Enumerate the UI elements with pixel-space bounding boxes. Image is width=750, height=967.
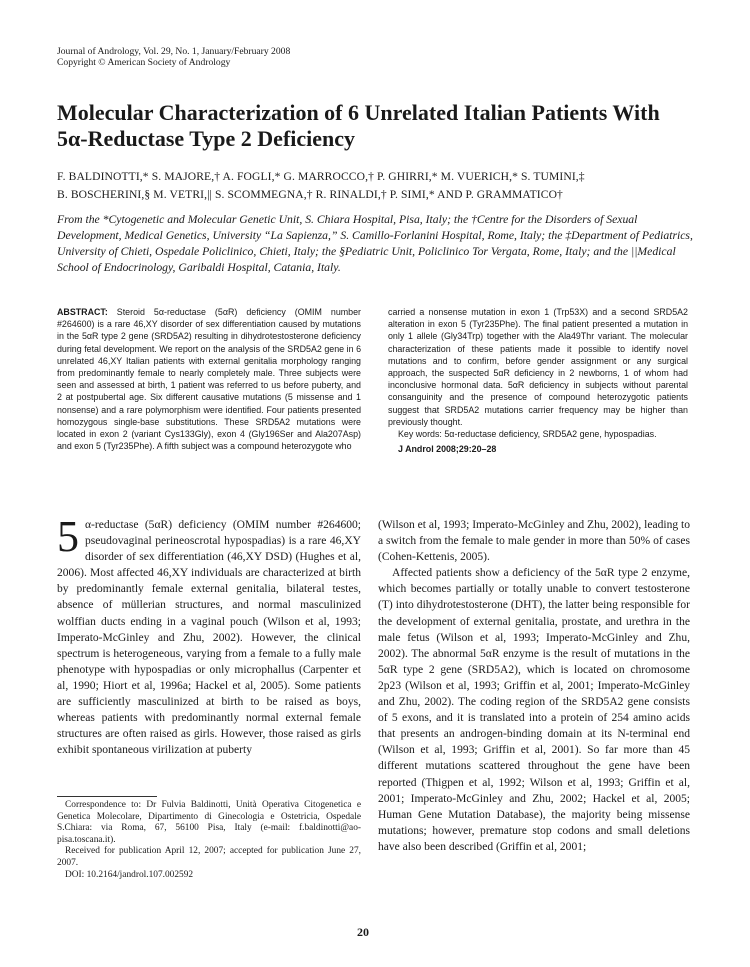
journal-citation: J Androl 2008;29:20–28 [398, 444, 497, 455]
drop-cap: 5 [57, 512, 79, 561]
correspondence-note: Correspondence to: Dr Fulvia Baldinotti, Unità Operativa Citogenetica e Genetica Molecolare, Dipartimento di Ginecologia e Ostetricia, Ospedale S.Chiara: via Roma, 67, 56100 Pisa, Italy (e-mail: f.baldinotti@ao-pisa.toscana.it). [57, 800, 361, 845]
abstract-left-column [57, 306, 361, 452]
doi-note: DOI: 10.2164/jandrol.107.002592 [65, 869, 194, 880]
keywords [388, 428, 688, 440]
abstract-text-left: Steroid 5α-reductase (5αR) deficiency (OMIM number #264600) is a rare 46,XY disorder of sex differentiation caused by mutations in the 5αR type 2 gene (SRD5A2) resulting in dihydrotestosterone deficiency during fetal development. We report on the analysis of the SRD5A2 gene in 6 unrelated 46,XY Italian patients with external genitalia morphology ranging from predominantly female to nearly completely male. Three subjects were seen and assessed at birth, 1 patient was referred to us before puberty, and 2 at postpubertal age. Six different causative mutations (5 missense and 1 nonsense) and a rare polymorphism were identified. Four patients presented homozygous single-base substitutions. These SRD5A2 mutations were located in exon 2 (variant Cys133Gly), exon 4 (Gly196Ser and Ala207Asp) and exon 5 (Tyr235Phe). A fifth subject was a compound heterozygote who [57, 307, 361, 452]
keywords-text: 5α-reductase deficiency, SRD5A2 gene, hypospadias. [444, 429, 657, 440]
body-paragraph-continued: (Wilson et al, 1993; Imperato-McGinley and Zhu, 2002), leading to a switch from the female to male gender in more than 50% of cases (Cohen-Kettenis, 2005). [378, 519, 690, 564]
received-note: Received for publication April 12, 2007; accepted for publication June 27, 2007. [57, 846, 361, 868]
affiliations: From the *Cytogenetic and Molecular Genetic Unit, S. Chiara Hospital, Pisa, Italy; the †Centre for the Disorders of Sexual Development, Medical Genetics, University “La Sapienza,” S. Camillo-Forlanini Hospital, Rome, Italy; the ‡Department of Pediatrics, University of Chieti, Ospedale Policlinico, Chieti, Italy; the §Pediatric Unit, Policlinico Tor Vergata, Rome, Italy; and the ||Medical School of Endocrinology, Garibaldi Hospital, Catania, Italy. [57, 213, 693, 274]
copyright-line: Copyright © American Society of Andrology [57, 57, 231, 68]
abstract-right-column [388, 306, 688, 455]
body-right-column [378, 517, 690, 855]
body-paragraph-2: Affected patients show a deficiency of the 5αR type 2 enzyme, which becomes partially or totally unable to convert testosterone (T) into dihydrotestosterone (DHT), the latter being responsible for the development of external genitalia, prostate, and urethra in the male fetus (Wilson et al, 1993; Imperato-McGinley and Zhu, 2002). The abnormal 5αR enzyme is the result of mutations in the 5αR type 2 gene (SRD5A2), which is located on chromosome 2p23 (Wilson et al, 1993; Griffin et al, 2001; Imperato-McGinley and Zhu, 2002). The coding region of the SRD5A2 gene consists of 5 exons, and it is translated into a protein of 254 amino acids that presents an androgen-binding domain at its N-terminal end (Wilson et al, 1993; Griffin et al, 2001). So far more than 45 different mutations scattered throughout the gene have been reported (Thigpen et al, 1992; Wilson et al, 1993; Griffin et al, 2001; Imperato-McGinley and Zhu, 2002; Hackel et al, 2005; Human Gene Mutation Database), the majority being missense mutations; however, premature stop codons and small deletions have also been described (Griffin et al, 2001; [378, 567, 690, 853]
article-title [57, 100, 707, 152]
footnote [57, 800, 361, 881]
title-line-2: 5α-Reductase Type 2 Deficiency [57, 126, 356, 151]
author-list [57, 168, 697, 204]
abstract-text-right: carried a nonsense mutation in exon 1 (Trp53X) and a second SRD5A2 alteration in exon 5 (Tyr235Phe). The final patient presented a mutation in only 1 allele (Gly34Trp) together with the Ala49Thr variant. The molecular characterization of these patients made it possible to identify novel mutations and to confirm, before gender assignment or any surgical approach, the suspected 5αR deficiency in 2 newborns, 1 of whom had inconclusive hormonal data. 5αR deficiency in subjects without parental consanguinity and the presence of compound heterozygotic patients suggest that SRD5A2 mutations carrier frequency may be higher than previously thought. [388, 307, 688, 427]
authors-line-2: B. BOSCHERINI,§ M. VETRI,|| S. SCOMMEGNA,† R. RINALDI,† P. SIMI,* AND P. GRAMMATICO† [57, 188, 563, 201]
title-line-1: Molecular Characterization of 6 Unrelated Italian Patients With [57, 100, 660, 125]
intro-paragraph [57, 512, 361, 758]
keywords-label: Key words: [398, 429, 442, 440]
footnote-divider [57, 796, 157, 797]
journal-header [57, 46, 290, 68]
abstract-label: ABSTRACT: [57, 307, 108, 317]
body-left-column [57, 512, 361, 758]
journal-line: Journal of Andrology, Vol. 29, No. 1, January/February 2008 [57, 46, 291, 57]
page-number: 20 [357, 925, 369, 939]
authors-line-1: F. BALDINOTTI,* S. MAJORE,† A. FOGLI,* G. MARROCCO,† P. GHIRRI,* M. VUERICH,* S. TUMINI,‡ [57, 170, 585, 183]
intro-text: α-reductase (5αR) deficiency (OMIM number #264600; pseudovaginal perineoscrotal hypospadias) is a rare 46,XY disorder of sex differentiation (46,XY DSD) (Hughes et al, 2006). Most affected 46,XY individuals are characterized at birth by predominantly female external genitalia, bilateral testes, absence of müllerian structures, and normal masculinized wolffian ducts ending in a vaginal pouch (Wilson et al, 1993; Imperato-McGinley and Zhu, 2002). However, the clinical spectrum is heterogeneous, varying from a female to a fully male phenotype with hypospadias or only microphallus (Carpenter et al, 1990; Hiort et al, 1996a; Hackel et al, 2005). Some patients are sufficiently masculinized at birth to be raised as boys, whereas patients with predominantly normal external female structures are often raised as girls. However, those raised as girls exhibit spontaneous virilization at puberty [57, 519, 361, 757]
